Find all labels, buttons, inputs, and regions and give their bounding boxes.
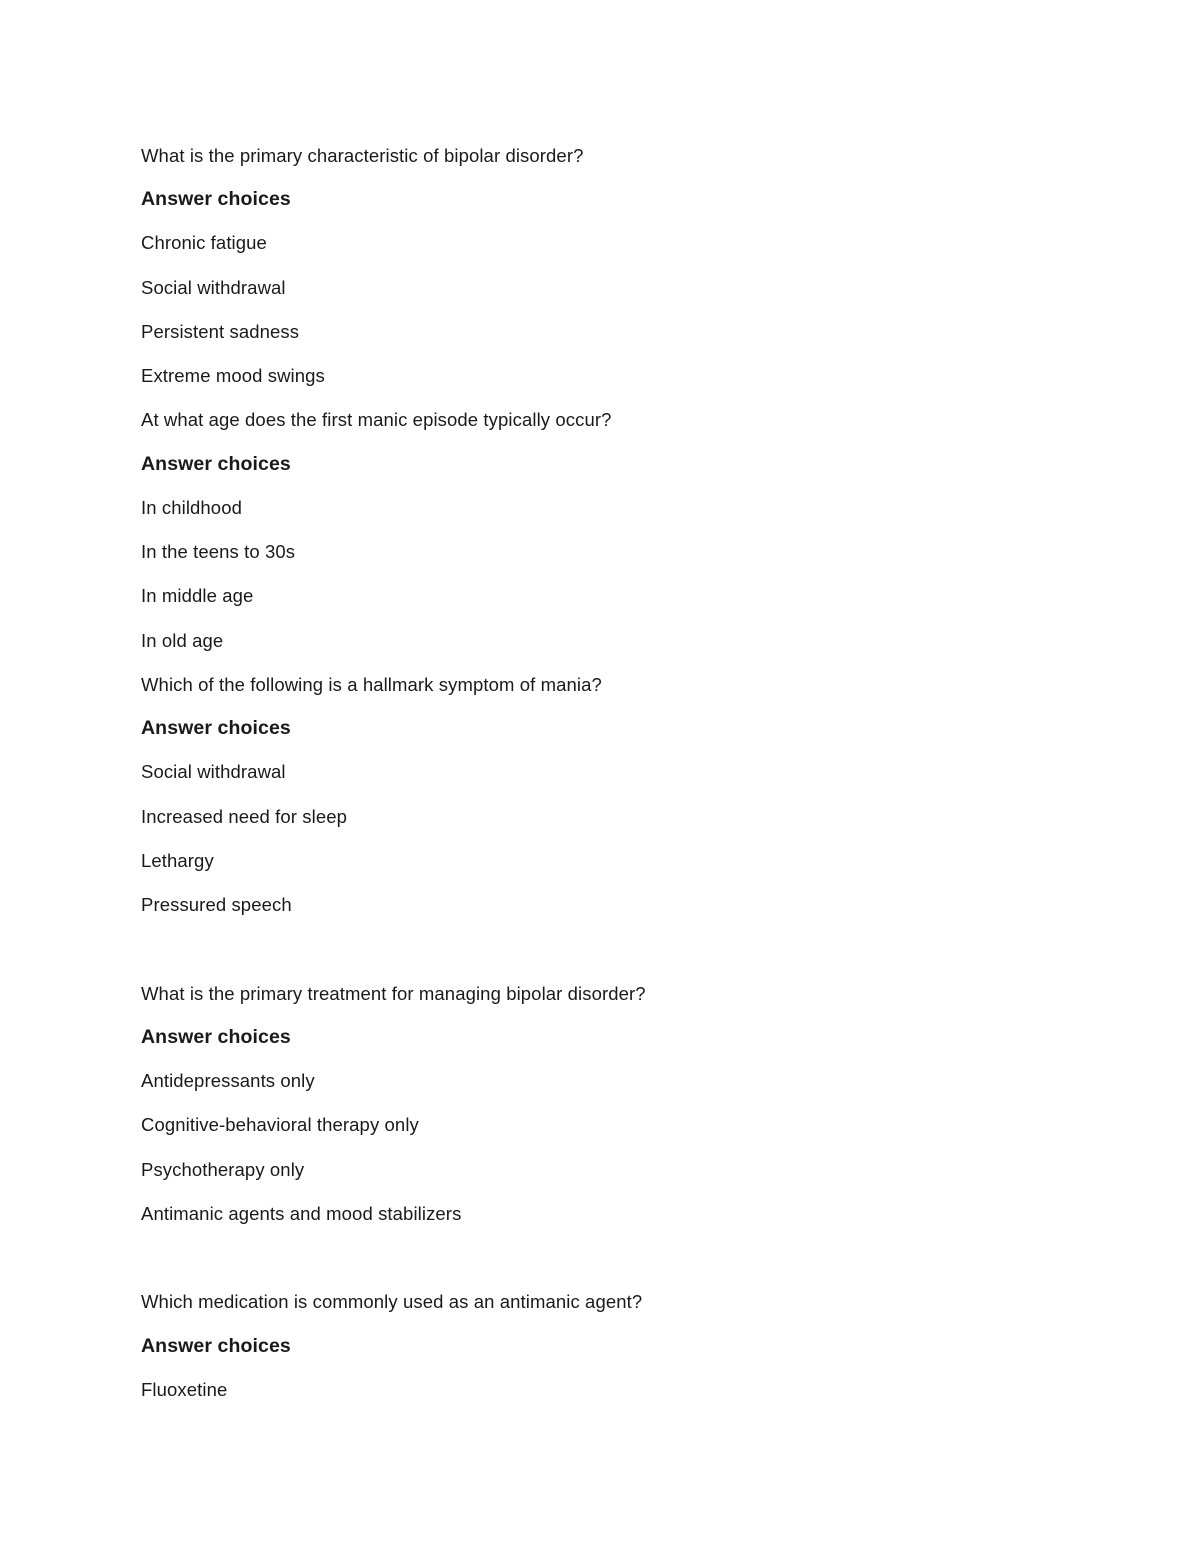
- answer-choice: Increased need for sleep: [141, 806, 348, 827]
- answer-choices-heading: Answer choices: [141, 717, 291, 739]
- answer-choice: Extreme mood swings: [141, 365, 325, 386]
- answer-choice: Lethargy: [141, 850, 214, 871]
- answer-choice: In the teens to 30s: [141, 541, 296, 562]
- question-text: Which medication is commonly used as an antimanic agent?: [141, 1291, 643, 1312]
- question-text: Which of the following is a hallmark symptom of mania?: [141, 674, 602, 695]
- question-text: What is the primary treatment for managing bipolar disorder?: [141, 983, 646, 1004]
- answer-choice: Antimanic agents and mood stabilizers: [141, 1203, 462, 1224]
- answer-choice: Pressured speech: [141, 894, 292, 915]
- answer-choice: In old age: [141, 630, 224, 651]
- answer-choices-heading: Answer choices: [141, 453, 291, 475]
- answer-choice: Fluoxetine: [141, 1379, 228, 1400]
- answer-choice: Persistent sadness: [141, 321, 300, 342]
- answer-choices-heading: Answer choices: [141, 188, 291, 210]
- answer-choice: Chronic fatigue: [141, 232, 267, 253]
- question-text: What is the primary characteristic of bipolar disorder?: [141, 145, 584, 166]
- answer-choice: In childhood: [141, 497, 242, 518]
- answer-choice: Cognitive-behavioral therapy only: [141, 1114, 419, 1135]
- answer-choice: Social withdrawal: [141, 277, 286, 298]
- answer-choice: Psychotherapy only: [141, 1159, 305, 1180]
- answer-choice: Social withdrawal: [141, 761, 286, 782]
- answer-choice: In middle age: [141, 585, 254, 606]
- answer-choices-heading: Answer choices: [141, 1335, 291, 1357]
- answer-choice: Antidepressants only: [141, 1070, 315, 1091]
- question-text: At what age does the first manic episode typically occur?: [141, 409, 612, 430]
- answer-choices-heading: Answer choices: [141, 1026, 291, 1048]
